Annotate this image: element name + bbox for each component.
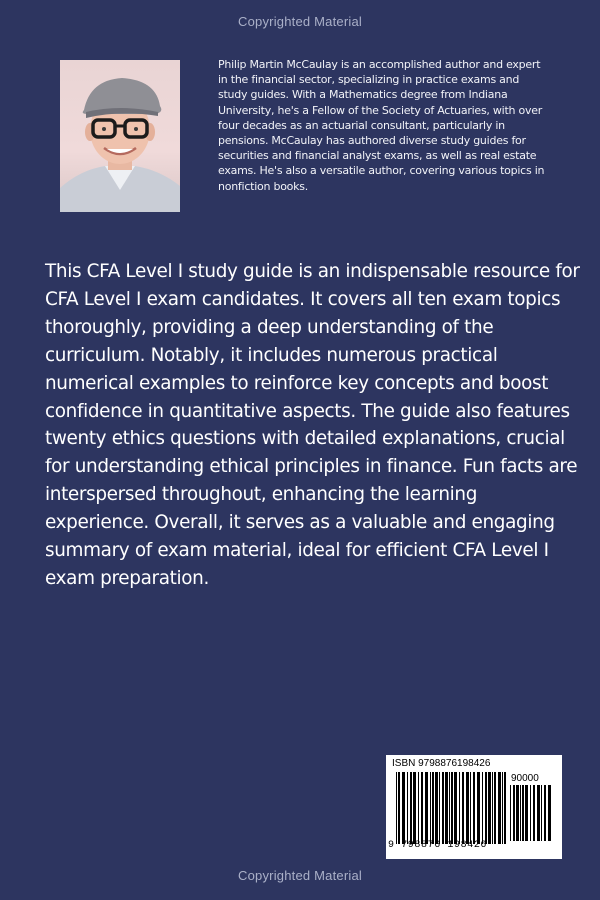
- barcode-addon-bars-icon: [510, 785, 554, 841]
- price-code: 90000: [511, 773, 539, 784]
- author-photo: [60, 60, 180, 212]
- isbn-label: ISBN 9798876198426: [392, 758, 491, 769]
- author-portrait-icon: [60, 60, 180, 212]
- copyright-watermark-bottom: Copyrighted Material: [238, 868, 362, 883]
- author-bio: Philip Martin McCaulay is an accomplished author and expert in the financial sector, specializing in practice exams and study guides. With a Mathematics degree from Indiana University, he's a Fellow of the Society of Actuaries, with over four decades as an actuarial consultant, particularly in pensions. McCaulay has authored diverse study guides for securities and financial analyst exams, as well as real estate exams. He's also a versatile author, covering various topics in nonfiction books.: [218, 58, 545, 193]
- isbn-barcode: [386, 755, 562, 859]
- barcode-bars-icon: [396, 772, 508, 844]
- copyright-watermark-top: Copyrighted Material: [238, 14, 362, 29]
- isbn-digits: 9 798876 198426: [388, 840, 488, 851]
- book-description: This CFA Level I study guide is an indispensable resource for CFA Level I exam candidates. It covers all ten exam topics thoroughly, providing a deep understanding of the curriculum. Notably, it includes numerous practical numerical examples to reinforce key concepts and boost confidence in quantitative aspects. The guide also features twenty ethics questions with detailed explanations, crucial for understanding ethical principles in finance. Fun facts are interspersed throughout, enhancing the learning experience. Overall, it serves as a valuable and engaging summary of exam material, ideal for efficient CFA Level I exam preparation.: [45, 261, 580, 589]
